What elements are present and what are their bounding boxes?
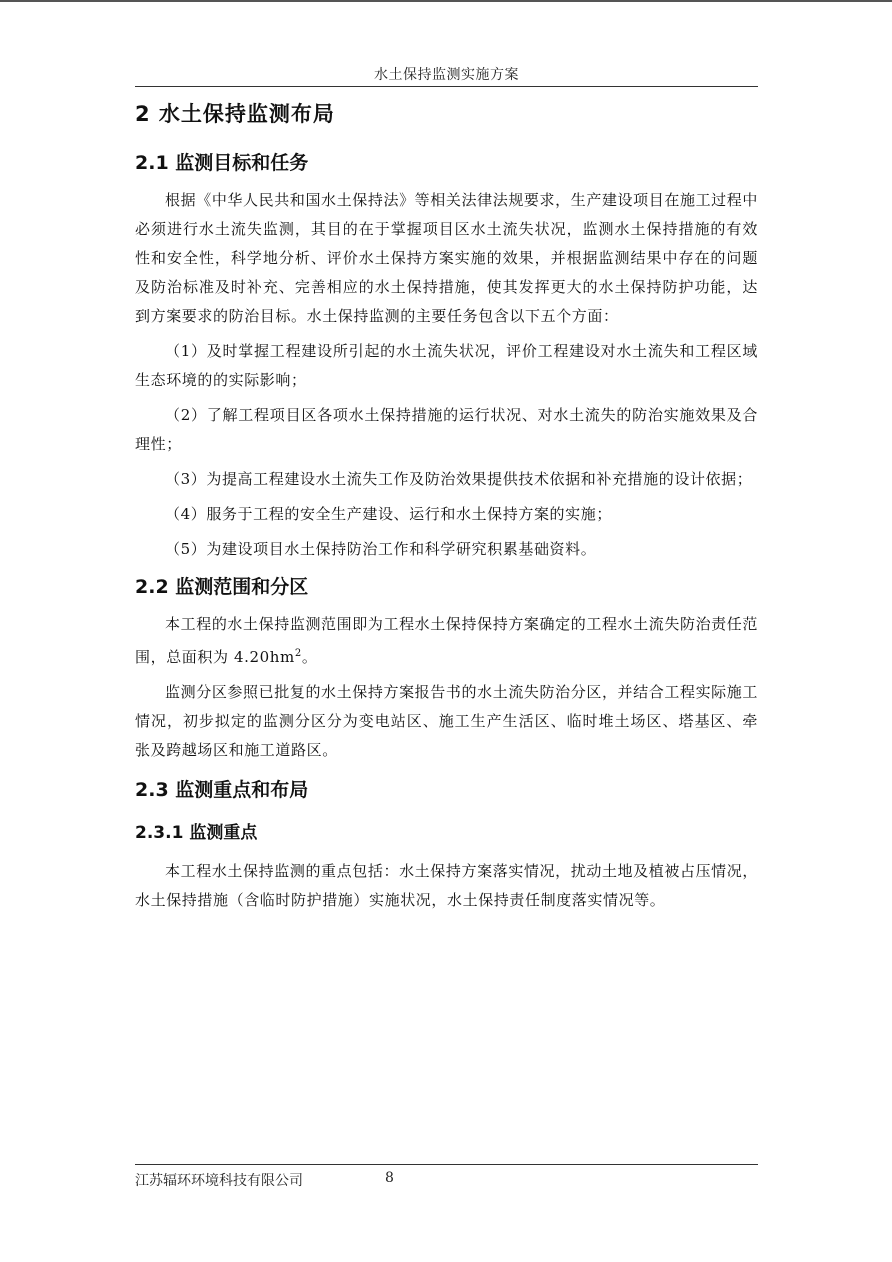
- section-2-3-1-body: 本工程水土保持监测的重点包括：水土保持方案落实情况，扰动土地及植被占压情况，水土保持措施（含临时防护措施）实施状况，水土保持责任制度落实情况等。: [135, 862, 758, 909]
- header-rule: [135, 86, 758, 87]
- task-item-2: （2）了解工程项目区各项水土保持措施的运行状况、对水土流失的防治实施效果及合理性；: [135, 406, 758, 453]
- section-2-2-scope: [135, 610, 758, 672]
- section-2-2-zones: 监测分区参照已批复的水土保持方案报告书的水土流失防治分区，并结合工程实际施工情况，初步拟定的监测分区分为变电站区、施工生产生活区、临时堆土场区、塔基区、牵张及跨越场区和施工道路区。: [135, 683, 758, 759]
- top-border: [0, 0, 892, 2]
- task-item-4: （4）服务于工程的安全生产建设、运行和水土保持方案的实施；: [165, 505, 612, 523]
- task-item-3: （3）为提高工程建设水土流失工作及防治效果提供技术依据和补充措施的设计依据；: [165, 470, 753, 488]
- section-2-2-title: 2.2 监测范围和分区: [135, 576, 309, 598]
- page-body: [135, 96, 758, 915]
- section-2-3-1-title: 2.3.1 监测重点: [135, 823, 258, 843]
- footer-rule: [135, 1164, 758, 1165]
- chapter-title: 2 水土保持监测布局: [135, 102, 335, 126]
- area-unit-superscript: 2: [294, 648, 302, 659]
- page-number: 8: [385, 1170, 394, 1186]
- section-2-3-title: 2.3 监测重点和布局: [135, 779, 309, 801]
- task-item-1: （1）及时掌握工程建设所引起的水土流失状况，评价工程建设对水土流失和工程区域生态环境的的实际影响；: [135, 342, 758, 389]
- section-2-1-title: 2.1 监测目标和任务: [135, 152, 309, 174]
- scope-end: 。: [301, 648, 318, 666]
- task-item-5: （5）为建设项目水土保持防治工作和科学研究积累基础资料。: [165, 540, 597, 558]
- footer-company: 江苏辐环环境科技有限公司: [135, 1173, 303, 1189]
- running-header: 水土保持监测实施方案: [374, 67, 519, 83]
- section-2-1-intro: 根据《中华人民共和国水土保持法》等相关法律法规要求，生产建设项目在施工过程中必须进行水土流失监测，其目的在于掌握项目区水土流失状况，监测水土保持措施的有效性和安全性，科学地分析、评价水土保持方案实施的效果，并根据监测结果中存在的问题及防治标准及时补充、完善相应的水土保持措施，使其发挥更大的水土保持防护功能，达到方案要求的防治目标。水土保持监测的主要任务包含以下五个方面：: [135, 191, 758, 325]
- scope-text: 本工程的水土保持监测范围即为工程水土保持保持方案确定的工程水土流失防治责任范围，总面积为 4.20hm: [135, 615, 758, 666]
